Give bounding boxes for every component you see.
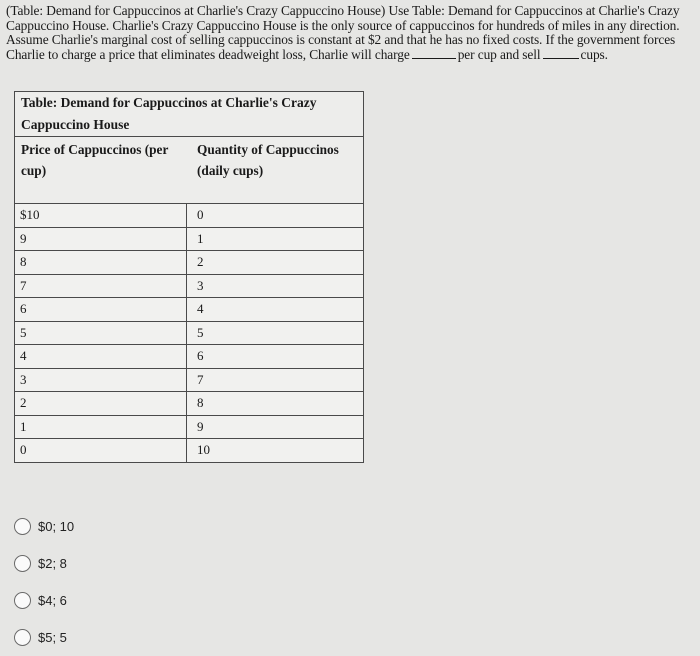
table-row <box>15 251 363 275</box>
demand-table <box>14 91 364 463</box>
table-row <box>15 298 363 322</box>
question-part-3: cups. <box>580 46 608 62</box>
quantity-column-header: Quantity of Cappuccinos (daily cups) <box>197 142 339 178</box>
price-cell: 0 <box>15 439 187 462</box>
quantity-blank <box>543 48 579 59</box>
answer-option-5-5[interactable] <box>14 619 74 656</box>
table-row <box>15 416 363 440</box>
answer-option-4-6[interactable] <box>14 582 74 619</box>
option-label: $4; 6 <box>38 593 67 608</box>
price-column-header: Price of Cappuccinos (per cup) <box>21 142 169 178</box>
quantity-cell: 8 <box>197 395 204 410</box>
question-text <box>6 4 696 62</box>
quantity-cell: 0 <box>197 207 204 222</box>
answer-option-0-10[interactable] <box>14 508 74 545</box>
quantity-cell: 6 <box>197 348 204 363</box>
table-title: Table: Demand for Cappuccinos at Charlie's Crazy Cappuccino House <box>15 92 363 137</box>
option-label: $0; 10 <box>38 519 75 534</box>
price-cell: 9 <box>15 228 187 251</box>
quantity-cell: 5 <box>197 324 204 340</box>
table-row <box>15 392 363 416</box>
question-part-2: per cup and sell <box>457 46 541 62</box>
price-cell: 7 <box>15 275 187 298</box>
table-row <box>15 322 363 346</box>
quantity-cell: 3 <box>197 277 204 293</box>
quantity-cell: 1 <box>197 230 204 246</box>
table-row <box>15 204 363 228</box>
option-label: $5; 5 <box>38 630 67 645</box>
table-header-row <box>15 137 363 204</box>
table-row <box>15 275 363 299</box>
answer-options <box>14 508 74 656</box>
radio-button[interactable] <box>14 592 31 609</box>
price-cell: 1 <box>15 416 187 439</box>
price-blank <box>412 48 456 59</box>
option-label: $2; 8 <box>38 556 67 571</box>
quantity-cell: 9 <box>197 418 204 434</box>
price-cell: 3 <box>15 369 187 392</box>
quantity-cell: 10 <box>197 442 210 457</box>
table-row <box>15 228 363 252</box>
quantity-cell: 7 <box>197 371 204 387</box>
quantity-cell: 2 <box>197 254 204 269</box>
price-cell: 6 <box>15 298 187 321</box>
table-row <box>15 439 363 462</box>
quantity-cell: 4 <box>197 301 204 316</box>
price-cell: 8 <box>15 251 187 274</box>
price-cell: 4 <box>15 345 187 368</box>
price-cell: $10 <box>15 204 187 227</box>
answer-option-2-8[interactable] <box>14 545 74 582</box>
table-row <box>15 369 363 393</box>
radio-button[interactable] <box>14 518 31 535</box>
radio-button[interactable] <box>14 629 31 646</box>
radio-button[interactable] <box>14 555 31 572</box>
price-cell: 2 <box>15 392 187 415</box>
question-part-1: (Table: Demand for Cappuccinos at Charlie's Crazy Cappuccino House) Use Table: Demand for Cappuccinos at Charlie's Crazy Cappuccino House. Charlie's Crazy Cappuccino House is the only source of cappuccinos for hundreds of miles in any direction. Assume Charlie's marginal cost of selling cappuccinos is constant at $2 and that he has no fixed costs. If the government forces Charlie to charge a price that eliminates deadweight loss, Charlie will charge <box>6 3 680 62</box>
table-row <box>15 345 363 369</box>
price-cell: 5 <box>15 322 187 345</box>
